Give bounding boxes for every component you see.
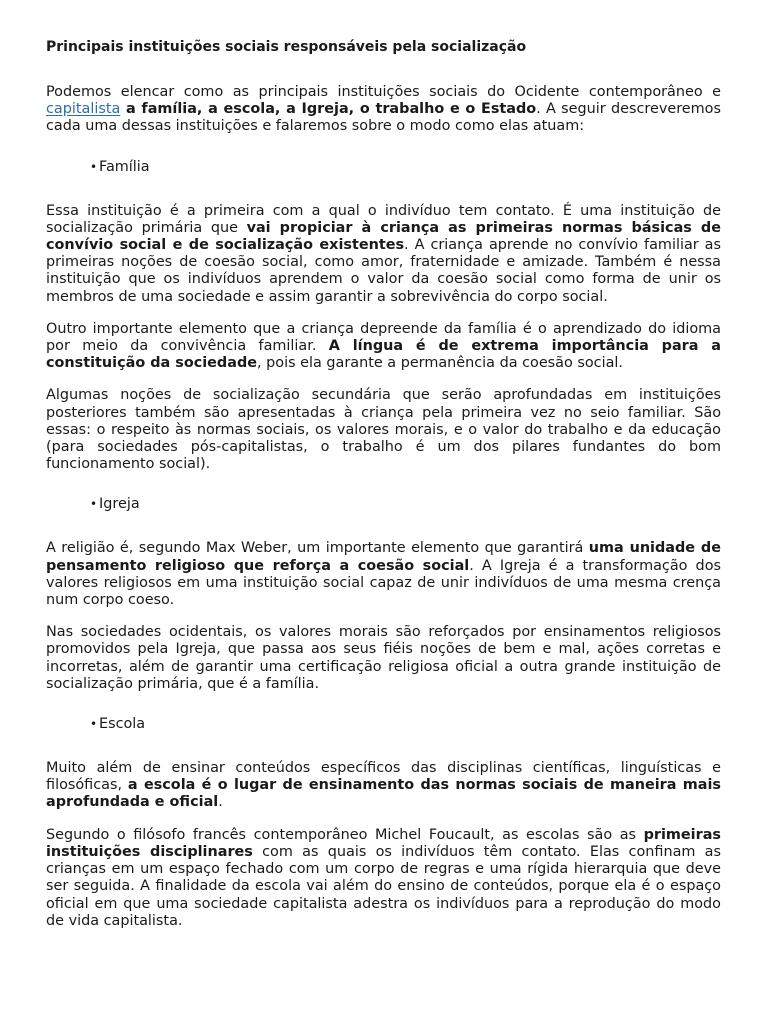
familia-paragraph-3: Algumas noções de socialização secundária que serão aprofundadas em instituições posteriores também são apresentadas à criança pela primeira vez no seio familiar. São essas: o respeito às normas sociais, os valores morais, e o valor do trabalho e da educação (para sociedades pós-capitalistas, o trabalho é um dos pilares fundantes do bom funcionamento social).	[46, 387, 721, 473]
intro-paragraph	[46, 84, 721, 136]
paragraph-text: com as quais os indivíduos têm contato. Elas confinam as crianças em um espaço fechado com um corpo de regras e uma rígida hierarquia que deve ser seguida. A finalidade da escola vai além do ensino de conteúdos, porque ela é o espaço oficial em que uma sociedade capitalista adestra os indivíduos para a reprodução do modo de vida capitalista.	[46, 843, 722, 929]
paragraph-bold: a escola é o lugar de ensinamento das normas sociais de maneira mais aprofundada e oficial	[46, 777, 721, 811]
paragraph-bold: A língua é de extrema importância para a constituição da sociedade	[46, 338, 721, 372]
igreja-heading-label: Igreja	[99, 496, 140, 513]
paragraph-text: .	[218, 794, 223, 811]
familia-heading-label: Família	[99, 158, 150, 175]
paragraph-text: A religião é, segundo Max Weber, um importante elemento que garantirá	[46, 540, 589, 557]
paragraph-text: . A criança aprende no convívio familiar as primeiras noções de coesão social, como amor, fraternidade e amizade. Também é nessa instituição que os indivíduos aprendem o valor da coesão social como forma de unir os membros de uma sociedade e assim garantir a sobrevivência do corpo social.	[46, 237, 721, 305]
igreja-heading	[46, 495, 721, 513]
paragraph-bold: uma unidade de pensamento religioso que reforça a coesão social	[46, 540, 721, 574]
familia-paragraph-1	[46, 203, 721, 306]
paragraph-text: Essa instituição é a primeira com a qual o indivíduo tem contato. É uma instituição de socialização primária que	[46, 202, 721, 236]
paragraph-text: Outro importante elemento que a criança depreende da família é o aprendizado do idioma por meio da convivência familiar.	[46, 320, 721, 355]
document-page	[46, 38, 721, 930]
escola-heading-label: Escola	[99, 716, 146, 733]
igreja-paragraph-2: Nas sociedades ocidentais, os valores morais são reforçados por ensinamentos religiosos promovidos pela Igreja, que passa aos seus fiéis noções de bem e mal, ações corretas e incorretas, além de garantir uma certificação religiosa oficial a outra grande instituição de socialização primária, que é a família.	[46, 624, 721, 692]
intro-text-end: . A seguir descreveremos cada uma dessas instituições e falaremos sobre o modo como elas atuam:	[46, 101, 721, 135]
paragraph-text: Muito além de ensinar conteúdos específicos das disciplinas científicas, linguísticas e filosóficas,	[46, 760, 721, 794]
escola-paragraph-2	[46, 827, 721, 930]
escola-heading	[46, 715, 721, 733]
paragraph-bold: vai propiciar à criança as primeiras normas básicas de convívio social e de socialização existentes	[46, 219, 721, 254]
escola-paragraph-1	[46, 760, 721, 812]
escola-section-list	[46, 715, 721, 733]
paragraph-bold: primeiras instituições disciplinares	[46, 826, 721, 860]
igreja-section-list	[46, 495, 721, 513]
document-title: Principais instituições sociais responsáveis pela socialização	[46, 39, 527, 55]
paragraph-text: Segundo o filósofo francês contemporâneo Michel Foucault, as escolas são as	[46, 826, 644, 843]
familia-section-list	[46, 158, 721, 176]
intro-bold: a família, a escola, a Igreja, o trabalho e o Estado	[120, 101, 537, 118]
paragraph-text: , pois ela garante a permanência da coesão social.	[257, 355, 623, 372]
igreja-paragraph-1	[46, 540, 721, 609]
intro-text: Podemos elencar como as principais instituições sociais do Ocidente contemporâneo e	[46, 84, 721, 100]
capitalista-link[interactable]: capitalista	[46, 101, 121, 118]
paragraph-text: . A Igreja é a transformação dos valores religiosos em uma instituição social capaz de unir indivíduos de uma mesma crença num corpo coeso.	[46, 557, 721, 609]
familia-paragraph-2	[46, 321, 721, 373]
familia-heading	[46, 158, 721, 176]
